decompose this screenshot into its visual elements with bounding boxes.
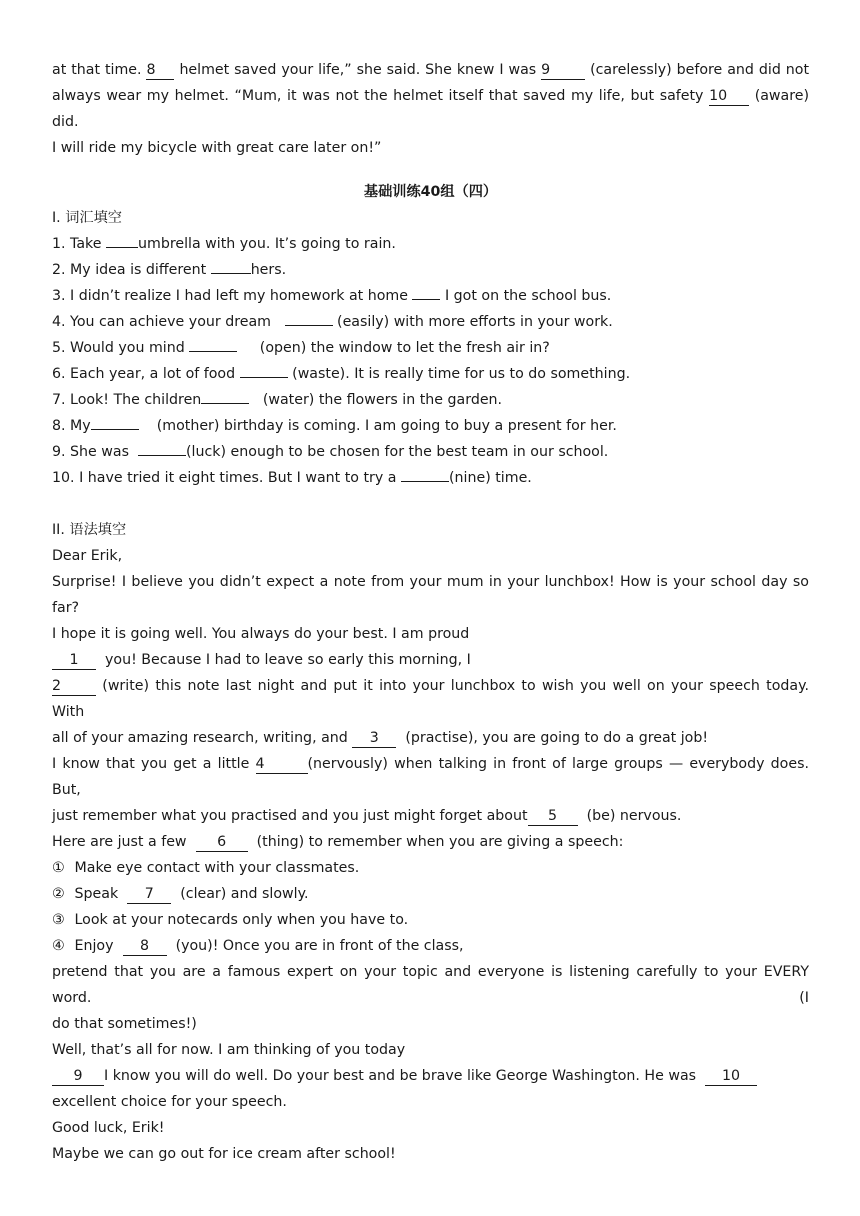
text-span: at that time. — [52, 62, 142, 78]
text-span: helmet saved your life,” — [179, 62, 352, 78]
tip-item: ② Speak 7 (clear) and slowly. — [52, 886, 309, 902]
answer-blank[interactable]: 9 — [541, 61, 585, 80]
answer-blank[interactable]: 8 — [146, 61, 174, 80]
text-span: (aware) did. — [52, 88, 809, 130]
section-title: 基础训练40组（四） — [363, 184, 498, 200]
vocab-item: 7. Look! The children (water) the flowers in the garden. — [52, 392, 503, 408]
answer-blank[interactable]: 6 — [196, 833, 248, 852]
answer-blank[interactable]: 5 — [528, 807, 578, 826]
tip-item: ④ Enjoy 8 (you)! Once you are in front of the class, — [52, 938, 464, 954]
letter-line: 9 I know you will do well. Do your best and be brave like George Washington. He was 10 — [52, 1063, 809, 1089]
answer-blank[interactable]: 10 — [709, 87, 749, 106]
answer-blank[interactable]: 7 — [127, 885, 171, 904]
letter-line: do that sometimes!) — [52, 1016, 197, 1032]
letter-line: 2 (write) this note last night and put it into your lunchbox to wish you well on your speech today. With — [52, 678, 809, 720]
letter-line: Surprise! I believe you didn’t expect a note from your mum in your lunchbox! How is your school day so far? — [52, 574, 809, 616]
passage-line — [52, 57, 809, 83]
answer-blank[interactable] — [401, 481, 449, 482]
answer-blank[interactable]: 2 — [52, 677, 96, 696]
answer-blank[interactable] — [106, 247, 138, 248]
vocab-item: 9. She was (luck) enough to be chosen for the best team in our school. — [52, 444, 609, 460]
answer-blank[interactable]: 10 — [705, 1067, 757, 1086]
answer-blank[interactable] — [91, 429, 139, 430]
answer-blank[interactable]: 9 — [52, 1067, 104, 1086]
answer-blank[interactable] — [211, 273, 251, 274]
letter-line: pretend that you are a famous expert on your topic and everyone is listening carefully to your EVERY word. (I — [52, 964, 809, 1006]
vocab-item: 1. Take umbrella with you. It’s going to rain. — [52, 236, 396, 252]
letter-line: Well, that’s all for now. I am thinking of you today — [52, 1042, 406, 1058]
answer-blank[interactable]: 1 — [52, 651, 96, 670]
answer-blank[interactable] — [201, 403, 249, 404]
letter-line: Good luck, Erik! — [52, 1120, 165, 1136]
answer-blank[interactable] — [138, 455, 186, 456]
vocab-item: 10. I have tried it eight times. But I want to try a (nine) time. — [52, 470, 532, 486]
letter-line: Maybe we can go out for ice cream after school! — [52, 1146, 396, 1162]
letter-line: excellent choice for your speech. — [52, 1094, 287, 1110]
passage-line — [52, 83, 809, 135]
answer-blank[interactable] — [412, 299, 440, 300]
answer-blank[interactable]: 3 — [352, 729, 396, 748]
letter-greeting: Dear Erik, — [52, 548, 123, 564]
answer-blank[interactable] — [285, 325, 333, 326]
letter-line: just remember what you practised and you just might forget about 5 (be) nervous. — [52, 808, 682, 824]
tip-item: ③ Look at your notecards only when you have to. — [52, 912, 409, 928]
letter-line: I know that you get a little 4 (nervously) when talking in front of large groups — everybody does. But, — [52, 756, 809, 798]
vocab-item: 5. Would you mind (open) the window to let the fresh air in? — [52, 340, 550, 356]
section-heading: II. 语法填空 — [52, 522, 127, 538]
letter-line: I hope it is going well. You always do your best. I am proud — [52, 626, 470, 642]
answer-blank[interactable] — [189, 351, 237, 352]
vocab-item: 2. My idea is different hers. — [52, 262, 287, 278]
tip-item: ① Make eye contact with your classmates. — [52, 860, 360, 876]
text-span: always wear my helmet. “Mum, it was not the helmet itself that saved my life, but safety — [52, 88, 704, 104]
vocab-item: 4. You can achieve your dream (easily) with more efforts in your work. — [52, 314, 613, 330]
worksheet-page — [52, 57, 809, 1167]
text-span: (carelessly) before and did not — [590, 62, 810, 78]
answer-blank[interactable]: 4 — [256, 755, 308, 774]
letter-line: all of your amazing research, writing, and 3 (practise), you are going to do a great job! — [52, 730, 709, 746]
section-heading: I. 词汇填空 — [52, 210, 122, 226]
answer-blank[interactable] — [240, 377, 288, 378]
passage-line: I will ride my bicycle with great care later on!” — [52, 140, 382, 156]
answer-blank[interactable]: 8 — [123, 937, 167, 956]
letter-line: 1 you! Because I had to leave so early this morning, I — [52, 647, 809, 673]
vocab-item: 3. I didn’t realize I had left my homework at home I got on the school bus. — [52, 288, 612, 304]
vocab-item: 6. Each year, a lot of food (waste). It is really time for us to do something. — [52, 366, 631, 382]
text-span: she said. She knew I was — [356, 62, 537, 78]
vocab-item: 8. My (mother) birthday is coming. I am going to buy a present for her. — [52, 418, 617, 434]
letter-line: Here are just a few 6 (thing) to remember when you are giving a speech: — [52, 834, 624, 850]
